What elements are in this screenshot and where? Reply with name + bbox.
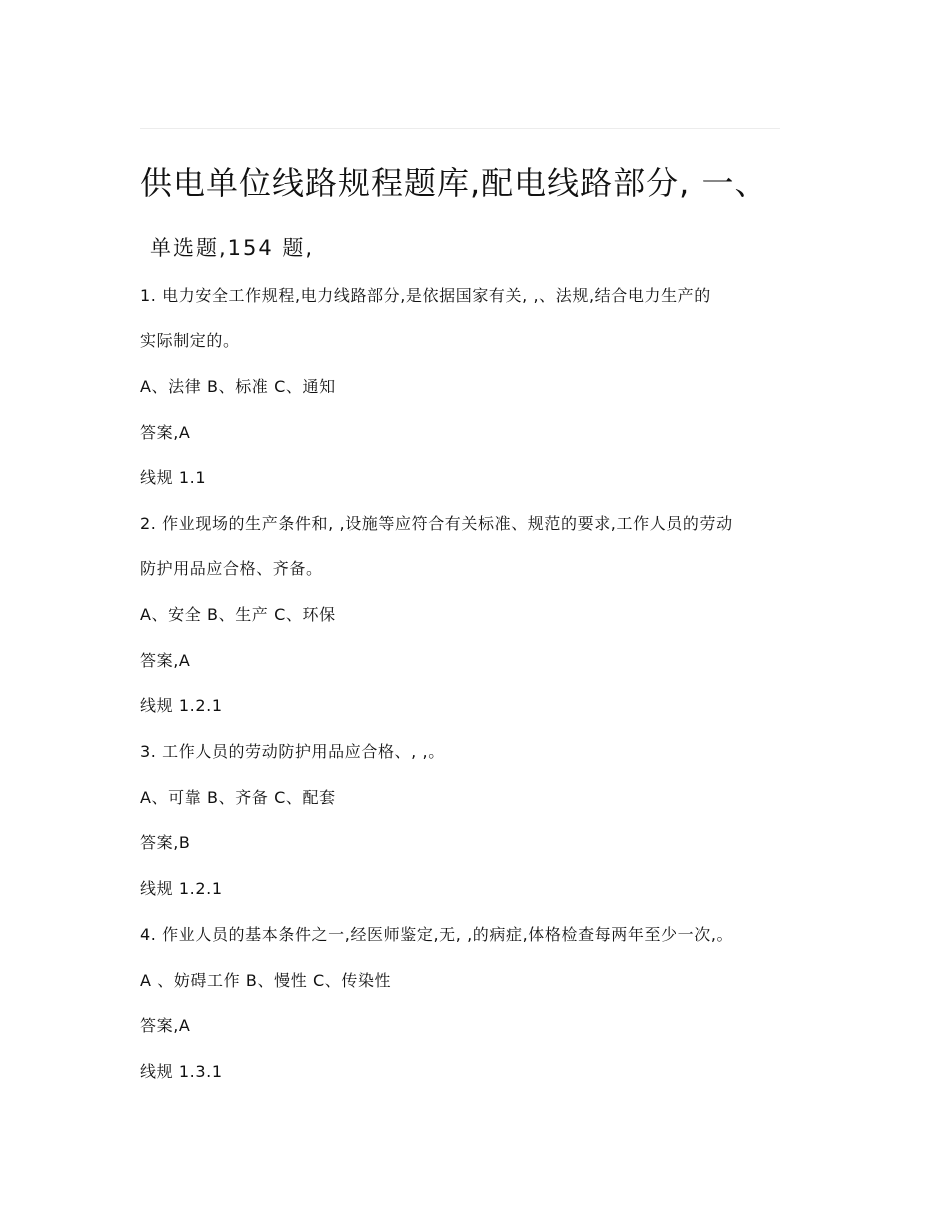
- question-3-answer: 答案,B: [140, 833, 191, 852]
- question-1-reference: 线规 1.1: [140, 468, 207, 487]
- question-3-stem-line1: 3. 工作人员的劳动防护用品应合格、, ,。: [140, 742, 445, 761]
- question-3-reference: 线规 1.2.1: [140, 879, 223, 898]
- header-divider: [140, 128, 780, 129]
- question-1-stem-line1: 1. 电力安全工作规程,电力线路部分,是依据国家有关, ,、法规,结合电力生产的: [140, 286, 711, 305]
- question-2-reference: 线规 1.2.1: [140, 696, 223, 715]
- section-heading: 单选题,154 题,: [150, 236, 315, 260]
- question-2-stem-line2: 防护用品应合格、齐备。: [140, 559, 323, 578]
- question-3-options: A、可靠 B、齐备 C、配套: [140, 788, 336, 807]
- question-1-stem-line2: 实际制定的。: [140, 331, 240, 350]
- question-1-options: A、法律 B、标准 C、通知: [140, 377, 336, 396]
- document-title: 供电单位线路规程题库,配电线路部分, 一、: [140, 164, 768, 202]
- question-4-answer: 答案,A: [140, 1016, 191, 1035]
- question-2-options: A、安全 B、生产 C、环保: [140, 605, 336, 624]
- question-2-stem-line1: 2. 作业现场的生产条件和, ,设施等应符合有关标准、规范的要求,工作人员的劳动: [140, 514, 733, 533]
- question-4-options: A 、妨碍工作 B、慢性 C、传染性: [140, 971, 392, 990]
- question-2-answer: 答案,A: [140, 651, 191, 670]
- question-4-stem-line1: 4. 作业人员的基本条件之一,经医师鉴定,无, ,的病症,体格检查每两年至少一次,。: [140, 925, 734, 944]
- question-1-answer: 答案,A: [140, 423, 191, 442]
- question-4-reference: 线规 1.3.1: [140, 1062, 223, 1081]
